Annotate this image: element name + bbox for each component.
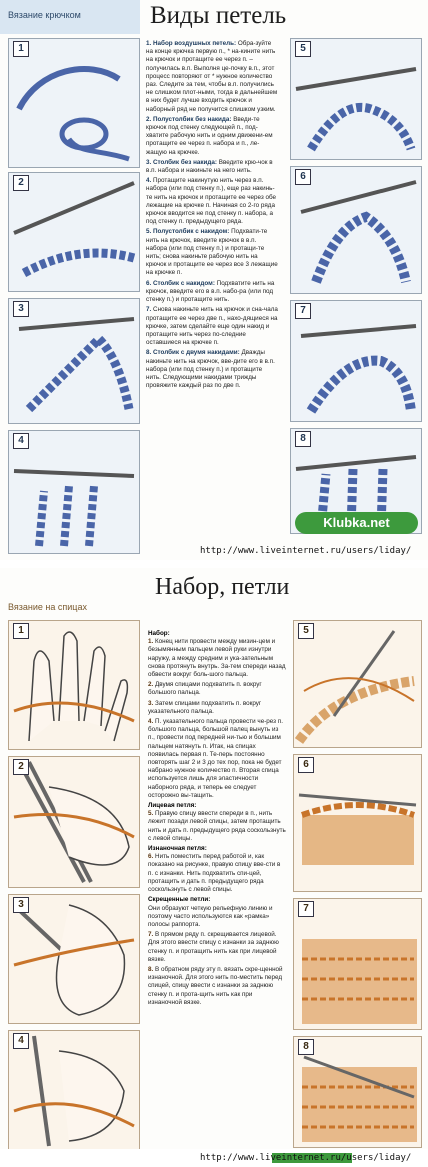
double-crochet-illustration bbox=[291, 167, 421, 293]
panel-number: 8 bbox=[295, 431, 311, 447]
illustration-panel-1 bbox=[8, 620, 140, 750]
instruction-paragraph: 1. Набор воздушных петель: Обра-зуйте на конце крючка первую п., * на-кините нить на крючок и протащите ее через п. – получилась в.п. Выполня це-почку в.п., этот процесс повторяют от * нужное количество раз. Следите за тем, чтобы в.п. получились не слишком плот-ными, тогда в дальнейшем в них будет лучше входить крючок и наборный ряд не получится слишком узким. bbox=[146, 40, 278, 113]
instruction-paragraph: Они образуют четкую рельефную линию и поэтому часто используются как «рамка» полосы раппорта. bbox=[148, 904, 273, 928]
instruction-paragraph: 2. Двумя спицами подхватить п. вокруг большого пальца. bbox=[148, 681, 262, 697]
illustration-panel-4 bbox=[8, 430, 140, 554]
illustration-panel-4 bbox=[8, 1030, 140, 1150]
illustration-panel-6 bbox=[293, 754, 422, 892]
needles-thumb-loop-illustration bbox=[9, 757, 139, 887]
watermark-url: http://www.liveinternet.ru/users/liday/ bbox=[200, 546, 412, 556]
illustration-panel-5 bbox=[290, 38, 422, 160]
panel-number: 7 bbox=[295, 303, 311, 319]
instruction-paragraph: 6. Нить поместить перед работой и, как показано на рисунке, правую спицу вве-сти в п. с изнанки. Нить подхватить спи-цей, протащить и дать п. предыдущего ряда соскользнуть с левой спицы. bbox=[148, 853, 281, 894]
instruction-paragraph: 5. Правую спицу ввести спереди в п., нить лежит позади левой спицы, затем протащить нить и дать п. предыдущего ряда соскользнуть с левой спицы. bbox=[148, 810, 286, 842]
panel-number: 7 bbox=[298, 901, 314, 917]
panel-number: 3 bbox=[13, 897, 29, 913]
instructions-text bbox=[148, 628, 286, 1009]
watermark-url: http://www.liveinternet.ru/users/liday/ bbox=[200, 1153, 412, 1163]
illustration-panel-7 bbox=[290, 300, 422, 422]
subheading: Набор: bbox=[148, 630, 170, 637]
instruction-paragraph: 3. Столбик без накида: Введите крю-чок в в.п. набора и накиньте на него нить. bbox=[146, 158, 273, 175]
instruction-paragraph: 7. В прямом ряду п. скрещивается лицевой. Для этого ввести спицу с изнанки за заднюю стенку п. и протащить нить как при лицевой вязке. bbox=[148, 931, 279, 963]
panel-number: 1 bbox=[13, 623, 29, 639]
illustration-panel-2 bbox=[8, 172, 140, 292]
instruction-paragraph: 1. Конец нити провести между мизин-цем и безымянным пальцем левой руки изнутри наружу, а между средним и ука-зательным снова протянуть внутрь. За-тем спереди назад обвести вокруг боль-шого пальца. bbox=[148, 638, 286, 679]
hand-yarn-illustration bbox=[9, 621, 139, 749]
instruction-paragraph: 6. Столбик с накидом: Подхватите нить на крючок, введите его в в.п. набо-ра (или под стенку п.) и протащите нить. bbox=[146, 279, 275, 304]
illustration-panel-1 bbox=[8, 38, 140, 168]
section-label: Вязание на спицах bbox=[8, 602, 87, 612]
page-title: Виды петель bbox=[150, 2, 287, 29]
panel-number: 2 bbox=[13, 175, 29, 191]
half-double-crochet-illustration bbox=[291, 39, 421, 159]
instruction-paragraph: 8. В обратном ряду эту п. вязать скре-щенной изнаночной. Для этого нить по-местить перед спицей, спицу ввести с изнанки за заднюю стенку п. и прота-щить нить как при изнаночной вязке. bbox=[148, 965, 283, 1006]
panel-number: 4 bbox=[13, 433, 29, 449]
crochet-page bbox=[0, 0, 428, 568]
panel-number: 3 bbox=[13, 301, 29, 317]
illustration-panel-8 bbox=[293, 1036, 422, 1148]
illustration-panel-2 bbox=[8, 756, 140, 888]
illustration-panel-6 bbox=[290, 166, 422, 294]
single-crochet-row-illustration bbox=[9, 431, 139, 553]
site-badge: Klubka.net bbox=[295, 512, 418, 534]
double-crochet-yarn-over-illustration bbox=[291, 301, 421, 421]
instruction-paragraph: 2. Полустолбик без накида: Введи-те крючок под стенку следующей п., под-хватите рабочую нить и одним движени-ем протащите ее через п. набора и п., ле-жащую на крючке. bbox=[146, 115, 273, 156]
panel-number: 8 bbox=[298, 1039, 314, 1055]
section-label: Вязание крючком bbox=[8, 10, 81, 20]
illustration-panel-5 bbox=[293, 620, 422, 748]
panel-number: 4 bbox=[13, 1033, 29, 1049]
panel-number: 6 bbox=[298, 757, 314, 773]
panel-number: 5 bbox=[295, 41, 311, 57]
instructions-text bbox=[146, 40, 278, 392]
knit-stitch-illustration bbox=[294, 621, 421, 747]
panel-number: 5 bbox=[298, 623, 314, 639]
instruction-paragraph: 4. Протащите накинутую нить через в.п. набора (или под стенку п.), еще раз накинь-те нить на крючок и протащите ее через обе лежащие на крючке п. Начиная со 2-го ряда крючок вводится не под стенку п. набора, а под стенку п. предыдущего ряда. bbox=[146, 177, 277, 226]
instruction-paragraph: 5. Полустолбик с накидом: Подхвати-те нить на крючок, введите крючок в в.п. набора (или под стенку п.) и протащи-те нить; снова накиньте рабочую нить на крючок и протащите ее через все 3 лежащие на крючке п. bbox=[146, 228, 278, 277]
subheading: Лицевая петля: bbox=[148, 802, 197, 810]
subheading: Скрещенные петли: bbox=[148, 896, 211, 904]
instruction-paragraph: 8. Столбик с двумя накидами: Дважды накиньте нить на крючок, вве-дите его в в.п. набора (или под стенку п.) и протащите нить. Следующими накидами трижды провяжите каждый раз по две п. bbox=[146, 349, 275, 390]
illustration-panel-3 bbox=[8, 298, 140, 424]
page-title: Набор, петли bbox=[155, 574, 290, 600]
purl-stitch-illustration bbox=[294, 755, 421, 891]
instruction-paragraph: 4. П. указательного пальца провести че-рез п. большого пальца, большой палец вынуть из п., провести под передней ни-тью и большим пальцем натянуть п. Итак, на спицах появилась первая п. Те-перь постоянно повторять шаг 2 и 3 до тех пор, пока не будет набрано нужное количество п. Вторая спица используется лишь для эластичности наборного ряда, и теперь ее следует осторожно вы-тащить. bbox=[148, 718, 283, 799]
panel-number: 1 bbox=[13, 41, 29, 57]
single-crochet-illustration bbox=[9, 299, 139, 423]
subheading: Изнаночная петля: bbox=[148, 845, 207, 853]
illustration-panel-3 bbox=[8, 894, 140, 1024]
crochet-hook-chain-illustration bbox=[9, 39, 139, 167]
illustration-panel-7 bbox=[293, 898, 422, 1030]
panel-number: 6 bbox=[295, 169, 311, 185]
instruction-paragraph: 7. Снова накиньте нить на крючок и сна-чала протащите ее через две п., нахо-дящиеся на крючке, затем сделайте еще один накид и протащите нить через по-следние оставшиеся на крючке п. bbox=[146, 306, 278, 347]
panel-number: 2 bbox=[13, 759, 29, 775]
knitting-page bbox=[0, 568, 428, 1167]
index-finger-loop-illustration bbox=[9, 895, 139, 1023]
instruction-paragraph: 3. Затем спицами подхватить п. вокруг указательного пальца. bbox=[148, 699, 262, 715]
twisted-knit-illustration bbox=[294, 899, 421, 1029]
